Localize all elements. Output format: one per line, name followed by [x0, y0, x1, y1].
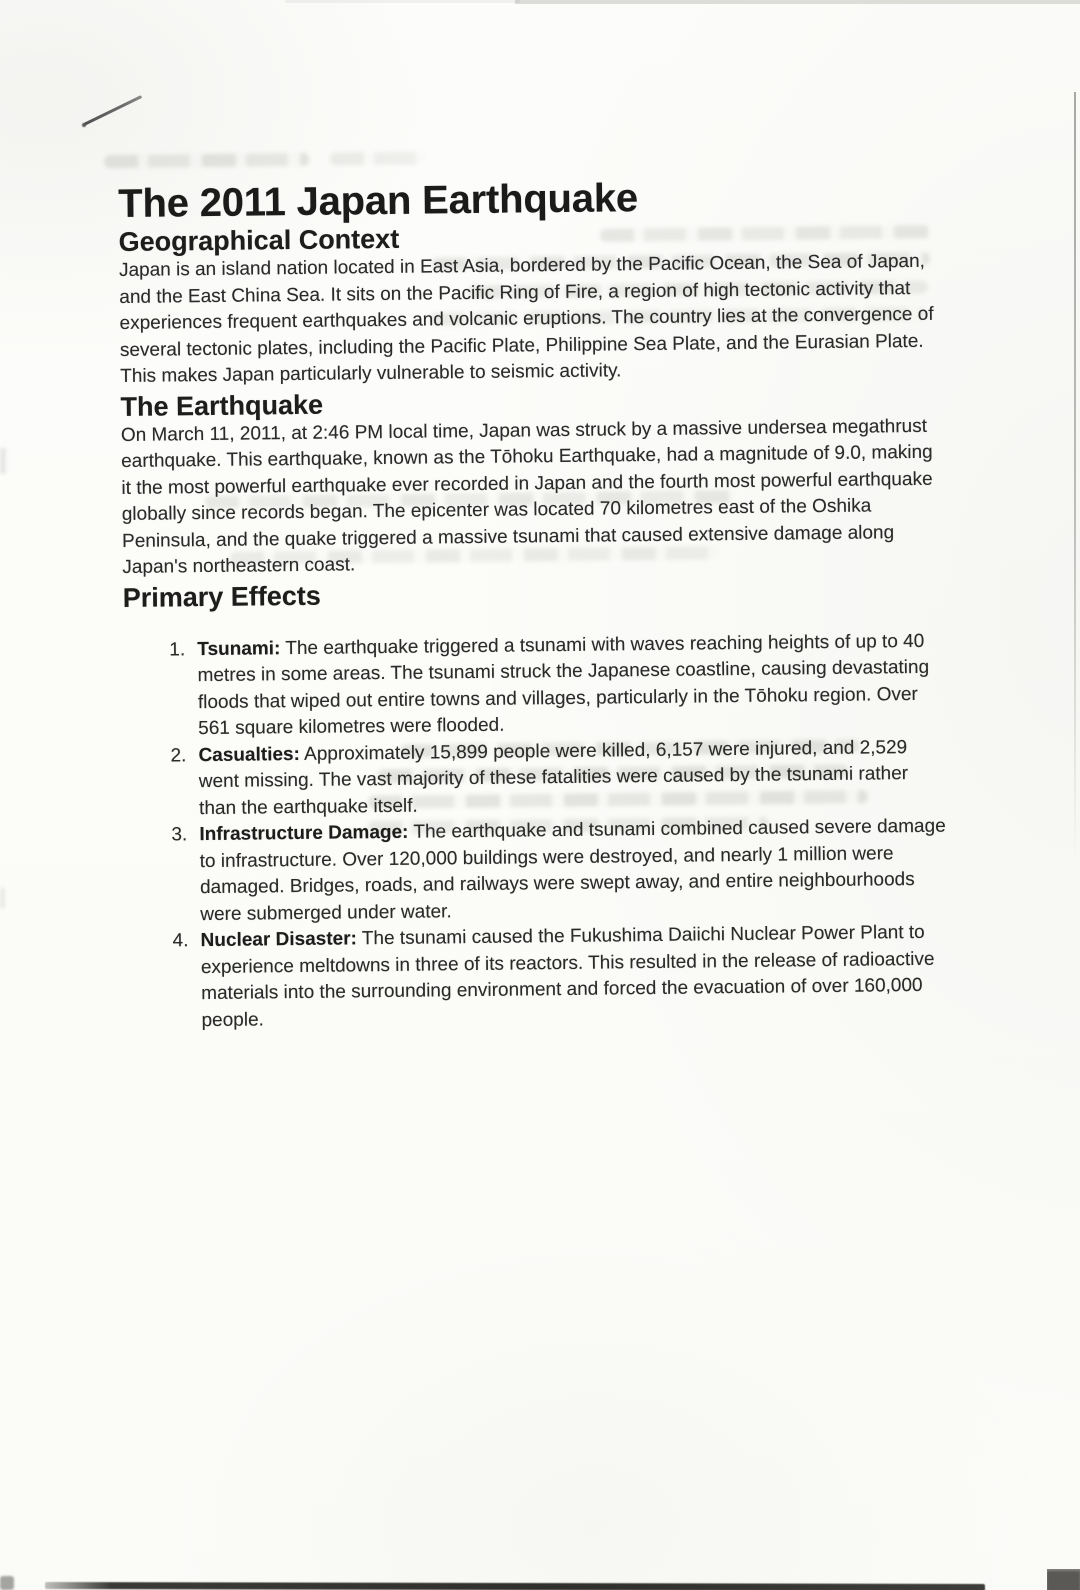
paragraph-the-earthquake: On March 11, 2011, at 2:46 PM local time, Japan was struck by a massive undersea megathrust earthquake. This earthquake, known as the Tōhoku Earthquake, had a magnitude of 9.0, making it the most powerful earthquake ever recorded in Japan and the fourth most powerful earthquake globally since records began. The epicenter was located 70 kilometres east of the Oshika Peninsula, and the quake triggered a massive tsunami that caused extensive damage along Japan's northeastern coast.: [120, 415, 933, 578]
scan-edge-top: [515, 0, 1080, 4]
list-item-text: The tsunami caused the Fukushima Daiichi Nuclear Power Plant to experience meltdowns in three of its reactors. This resulted in the release of radioactive materials into the surrounding environment and forced the evacuation of over 160,000 people.: [200, 921, 935, 1031]
section-heading-the-earthquake: The Earthquake: [120, 389, 324, 422]
list-number: 1.: [169, 638, 186, 660]
document-title: The 2011 Japan Earthquake: [118, 176, 639, 226]
section-heading-primary-effects: Primary Effects: [122, 580, 321, 613]
list-item-label: Infrastructure Damage:: [199, 821, 409, 846]
pen-stroke-mark: [83, 95, 142, 125]
list-number: 2.: [170, 744, 187, 766]
list-number: 4.: [172, 930, 189, 952]
section-heading-geographical-context: Geographical Context: [118, 223, 400, 257]
list-item-text: Approximately 15,899 people were killed, 6,157 were injured, and 2,529 went missing. The vast majority of these fatalities were caused by the tsunami rather than the earthquake itself.: [198, 736, 909, 819]
list-item-nuclear-disaster: [146, 920, 951, 1035]
document-content: [118, 173, 952, 1035]
list-item-casualties: [144, 734, 949, 823]
scan-bottom-left-mark: [0, 1576, 14, 1590]
left-edge-smudge: [0, 888, 5, 908]
paragraph-geographical-context: Japan is an island nation located in East Asia, bordered by the Pacific Ocean, the Sea of Japan, and the East China Sea. It sits on the Pacific Ring of Fire, a region of high tectonic activity that experiences frequent earthquakes and volcanic eruptions. The country lies at the convergence of several tectonic plates, including the Pacific Plate, Philippine Sea Plate, and the Eurasian Plate. This makes Japan particularly vulnerable to seismic activity.: [118, 250, 934, 387]
scan-edge-bottom: [45, 1582, 985, 1590]
scan-edge-top-faint: [285, 0, 520, 3]
list-item-label: Casualties:: [198, 743, 300, 766]
pen-stroke-start-dot: [82, 123, 86, 127]
primary-effects-list: [143, 628, 951, 1035]
bleed-through-line: [104, 153, 309, 168]
list-item-infrastructure-damage: [145, 814, 950, 929]
left-edge-smudge: [0, 448, 6, 474]
scan-edge-right-line: [1074, 92, 1076, 862]
bleed-through-line: [330, 151, 425, 165]
scan-corner-block: [1047, 1569, 1080, 1590]
list-item-label: Nuclear Disaster:: [200, 928, 358, 952]
list-number: 3.: [171, 824, 188, 846]
list-item-text: The earthquake triggered a tsunami with waves reaching heights of up to 40 metres in some areas. The tsunami struck the Japanese coastline, causing devastating floods that wiped out entire towns and villages, particularly in the Tōhoku region. Over 561 square kilometres were flooded.: [197, 630, 930, 740]
list-item-label: Tsunami:: [197, 637, 281, 660]
list-item-tsunami: [143, 628, 948, 743]
list-item-text: The earthquake and tsunami combined caused severe damage to infrastructure. Over 120,000 buildings were destroyed, and nearly 1 million were damaged. Bridges, roads, and railways were swept away, and entire neighbourhoods were submerged under water.: [199, 815, 946, 925]
